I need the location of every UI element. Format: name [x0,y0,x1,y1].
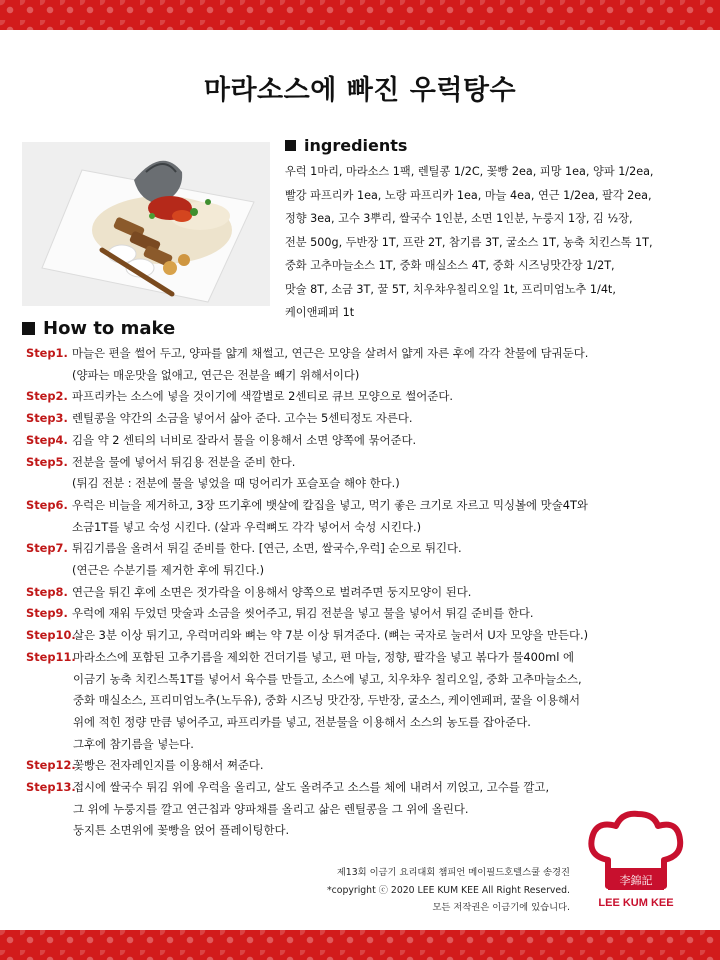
ingredients-heading [285,136,407,155]
step-text: 김을 약 2 센티의 너비로 잘라서 물을 이용해서 소면 양쪽에 묶어준다. [72,432,417,447]
step-6 [26,495,706,538]
step-4 [26,430,706,452]
step-text: (양파는 매운맛을 없애고, 연근은 전분을 빼기 위해서이다) [72,367,360,382]
step-label: Step11. [26,649,76,664]
step-text: 우럭은 비늘을 제거하고, 3장 뜨기후에 뱃살에 칼집을 넣고, 먹기 좋은 크기로 자르고 믹싱볼에 맛술4T와 [72,497,588,512]
step-8 [26,582,706,604]
ingredients-line: 중화 고추마늘소스 1T, 중화 매실소스 4T, 중화 시즈닝맛간장 1/2T, [285,259,615,272]
step-label: Step2. [26,389,68,404]
logo-chinese-text: 李錦記 [619,874,653,887]
ingredients-list [285,160,695,325]
step-11 [26,647,706,756]
square-bullet-icon [285,140,296,151]
step-text: 전분을 물에 넣어서 튀김용 전분을 준비 한다. [72,454,296,469]
top-pattern-band [0,0,720,30]
bottom-pattern-band [0,930,720,960]
step-label: Step6. [26,497,68,512]
ingredients-heading-label: ingredients [304,136,408,155]
step-text: 마늘은 편을 썰어 두고, 양파를 얇게 채썰고, 연근은 모양을 살려서 얇게 자른 후에 각각 찬물에 담궈둔다. [72,346,589,360]
step-label: Step13. [26,780,76,795]
step-text: 마라소스에 포함된 고추기름을 제외한 건더기를 넣고, 편 마늘, 정향, 팔각을 넣고 볶다가 물400ml 에 [73,649,575,664]
step-7 [26,538,706,581]
ingredients-line: 빨강 파프리카 1ea, 노랑 파프리카 1ea, 마늘 4ea, 연근 1/2ea, 팔각 2ea, [285,188,652,202]
lee-kum-kee-logo [580,808,690,918]
how-to-make-heading-label: How to make [43,318,176,339]
step-label: Step8. [26,584,68,599]
footer-copyright: *copyright ⓒ 2020 LEE KUM KEE All Right Reserved. [327,884,570,896]
step-2 [26,386,706,408]
footer-author: 제13회 이금기 요리대회 챔피언 메이필드호텔스쿨 송경진 [336,867,570,878]
footer-rights: 모든 저작권은 이금기에 있습니다. [432,902,570,913]
ingredients-line: 케이앤페퍼 1t [285,306,355,319]
footer-credits [327,864,570,917]
step-label: Step3. [26,411,68,426]
step-1 [26,343,706,386]
step-label: Step5. [26,454,68,469]
step-label: Step12. [26,758,76,773]
step-label: Step1. [26,346,68,360]
how-to-make-heading [22,318,175,339]
step-3 [26,408,706,430]
step-text: 파프리카는 소스에 넣을 것이기에 색깔별로 2센티로 큐브 모양으로 썰어준다. [72,389,453,404]
step-text: 튀김기름을 올려서 튀길 준비를 한다. [연근, 소면, 쌀국수,우럭] 순으로 튀긴다. [72,541,462,556]
step-text: 꽃빵은 전자레인지를 이용해서 쪄준다. [73,758,264,773]
ingredients-line: 맛술 8T, 소금 3T, 꿀 5T, 치우챠우칠리오일 1t, 프리미엄노추 1/4t, [285,282,616,296]
logo-english-text: LEE KUM KEE [598,897,674,909]
steps-list [26,343,706,842]
step-10 [26,625,706,647]
step-5 [26,452,706,495]
step-text: 접시에 쌀국수 튀김 위에 우럭을 올리고, 살도 올려주고 소스를 체에 내려서 끼얹고, 고수를 깔고, [73,780,550,795]
step-text: 둥지튼 소면위에 꽃빵을 얹어 플레이팅한다. [73,823,290,838]
step-label: Step9. [26,606,68,621]
step-text: 그후에 참기름을 넣는다. [73,736,194,751]
step-text: 살은 3분 이상 튀기고, 우럭머리와 뼈는 약 7분 이상 튀겨준다. (뼈는 국자로 눌러서 U자 모양을 만든다.) [73,628,589,643]
step-label: Step4. [26,432,68,447]
step-text: 우럭에 재워 두었던 맛술과 소금을 씻어주고, 튀김 전분을 넣고 물을 넣어서 튀길 준비를 한다. [72,606,534,621]
dish-photo [22,142,270,306]
square-bullet-icon [22,322,35,335]
step-text: 렌틸콩을 약간의 소금을 넣어서 삶아 준다. 고수는 5센티정도 자른다. [72,411,413,426]
step-12 [26,755,706,777]
ingredients-line: 전분 500g, 두반장 1T, 프란 2T, 참기름 3T, 굴소스 1T, 농축 치킨스톡 1T, [285,235,653,249]
step-9 [26,603,706,625]
step-text: (튀김 전분 : 전분에 물을 넣었을 때 덩어리가 포슬포슬 해야 한다.) [72,476,400,491]
step-text: (연근은 수분기를 제거한 후에 튀긴다.) [72,563,265,578]
step-text: 중화 매실소스, 프리미엄노추(노두유), 중화 시즈닝 맛간장, 두반장, 굴소스, 케이엔페퍼, 꿀을 이용해서 [73,693,580,708]
step-label: Step7. [26,541,68,556]
step-label: Step10. [26,628,76,643]
step-text: 연근을 튀긴 후에 소면은 젓가락을 이용해서 양쪽으로 벌려주면 둥지모양이 된다. [72,584,472,599]
recipe-title: 마라소스에 빠진 우럭탕수 [203,75,517,106]
step-text: 위에 적힌 정량 만큼 넣어주고, 파프리카를 넣고, 전분물을 이용해서 소스의 농도를 잡아준다. [73,714,531,729]
ingredients-line: 우럭 1마리, 마라소스 1팩, 렌틸콩 1/2C, 꽃빵 2ea, 피망 1ea, 양파 1/2ea, [285,165,654,178]
ingredients-line: 정향 3ea, 고수 3뿌리, 쌀국수 1인분, 소면 1인분, 누룽지 1장, 김 ½장, [285,212,633,225]
step-text: 소금1T를 넣고 숙성 시킨다. (살과 우럭뼈도 각각 넣어서 숙성 시킨다.) [72,519,422,534]
step-text: 이금기 농축 치킨스톡1T를 넣어서 육수를 만들고, 소스에 넣고, 치우챠우 칠리오일, 중화 고추마늘소스, [73,671,582,686]
step-text: 그 위에 누룽지를 깔고 연근칩과 양파채를 올리고 삶은 렌틸콩을 그 위에 올린다. [73,801,469,816]
